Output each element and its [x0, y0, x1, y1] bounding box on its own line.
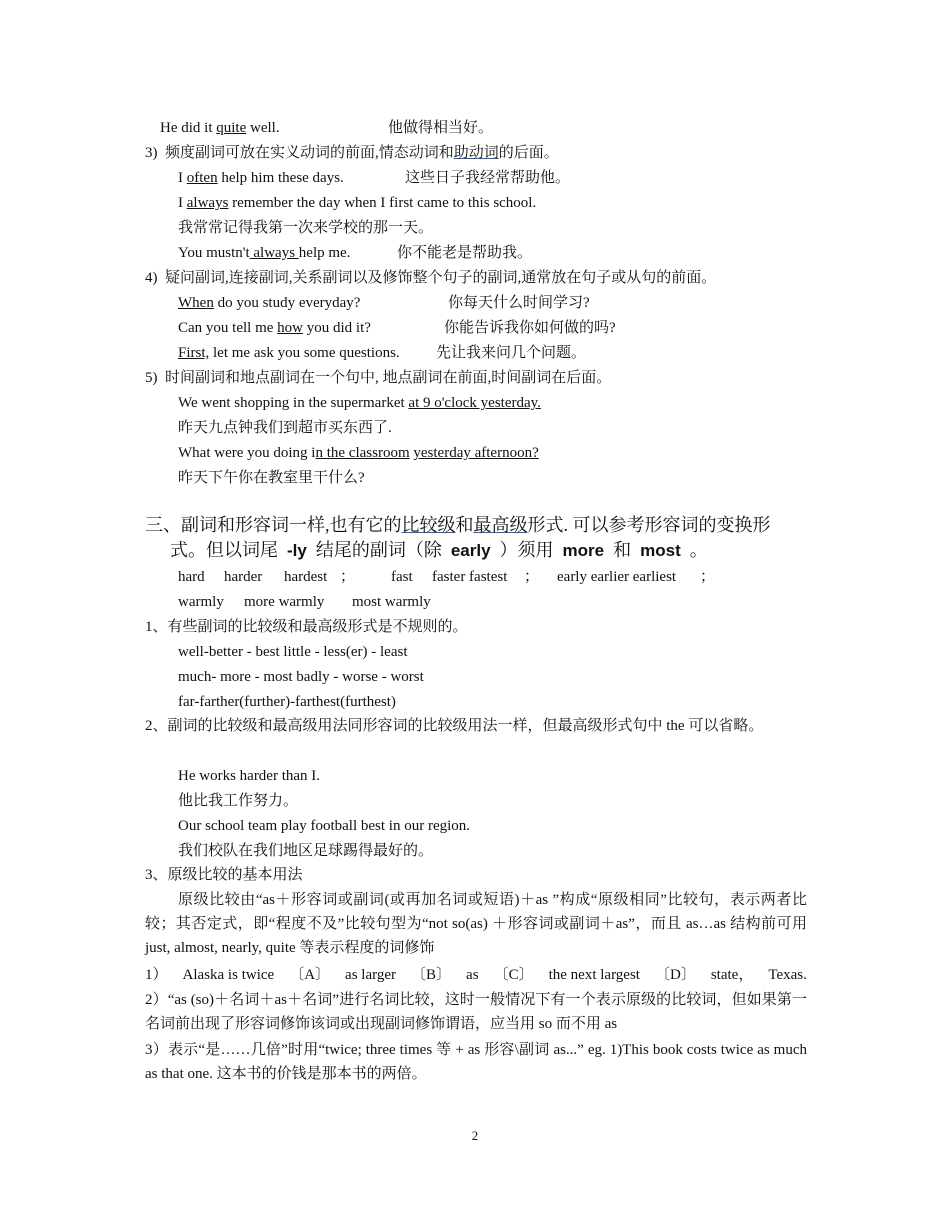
word-form-faster-fastest: faster fastest	[432, 569, 508, 585]
question-3: 3）表示“是……几倍”时用“twice; three times 等 + as 形容\副词 as...” eg. 1)This book costs twice as much as that one. 这本书的价钱是那本书的两倍。	[145, 1042, 807, 1082]
example-classroom: What were you doing in the classroom yesterday afternoon?	[178, 445, 539, 461]
section-3-heading-line2: 式。但以词尾 -ly 结尾的副词（除 early ）须用 more 和 most 。	[170, 540, 708, 560]
example-often: I often help him these days.	[178, 170, 344, 186]
word-form-early: early earlier earliest	[557, 569, 677, 585]
rule-comparative-usage: 2、副词的比较级和最高级用法同形容词的比较级用法一样，但最高级形式句中 the 可以省略。	[145, 718, 764, 734]
example-harder: He works harder than I.	[178, 768, 321, 784]
example-mustnt-translation: 你不能老是帮助我。	[397, 245, 533, 261]
example-often-translation: 这些日子我经常帮助他。	[405, 170, 571, 186]
section-3-heading-line1: 三、副词和形容词一样,也有它的比较级和最高级形式. 可以参考形容词的变换形	[145, 515, 771, 535]
example-mustnt: You mustn't always help me.	[178, 245, 351, 261]
example-always-translation: 我常常记得我第一次来学校的那一天。	[178, 220, 434, 236]
example-football: Our school team play football best in our region.	[178, 818, 471, 834]
irregular-line-1: well-better - best little - less(er) - least	[178, 644, 408, 660]
example-quite-translation: 他做得相当好。	[388, 120, 494, 136]
rule-irregular: 1、有些副词的比较级和最高级形式是不规则的。	[145, 619, 468, 635]
example-harder-translation: 他比我工作努力。	[178, 793, 299, 809]
rule-4: 4) 疑问副词,连接副词,关系副词以及修饰整个句子的副词,通常放在句子或从句的前面。	[145, 270, 717, 286]
rule-5: 5) 时间副词和地点副词在一个句中, 地点副词在前面,时间副词在后面。	[145, 370, 612, 386]
irregular-line-2: much- more - most badly - worse - worst	[178, 669, 424, 685]
separator: ；	[340, 569, 356, 585]
example-first: First, let me ask you some questions.	[178, 345, 400, 361]
word-form-fast: fast	[391, 569, 413, 585]
rule-3: 3) 频度副词可放在实义动词的前面,情态动词和助动词的后面。	[145, 145, 559, 161]
example-how: Can you tell me how you did it?	[178, 320, 371, 336]
underlined-auxiliary: 助动词	[453, 145, 499, 161]
word-form-most-warmly: most warmly	[352, 594, 431, 610]
word-form-hard: hard	[178, 569, 205, 585]
example-how-translation: 你能告诉我你如何做的吗?	[444, 320, 616, 336]
example-supermarket-translation: 昨天九点钟我们到超市买东西了.	[178, 420, 392, 436]
word-form-more-warmly: more warmly	[244, 594, 325, 610]
rule-positive-degree: 3、原级比较的基本用法	[145, 867, 303, 883]
word-form-harder: harder	[224, 569, 263, 585]
word-form-hardest: hardest	[284, 569, 328, 585]
page-number: 2	[471, 1128, 479, 1143]
word-form-warmly: warmly	[178, 594, 224, 610]
example-classroom-translation: 昨天下午你在教室里干什么?	[178, 470, 365, 486]
irregular-line-3: far-farther(further)-farthest(furthest)	[178, 694, 396, 710]
example-when-translation: 你每天什么时间学习?	[448, 295, 590, 311]
separator: ；	[700, 569, 716, 585]
example-always: I always remember the day when I first came to this school.	[178, 195, 537, 211]
question-1: 1） Alaska is twice 〔A〕 as larger 〔B〕 as 〔C〕 the next largest 〔D〕 state， Texas.	[145, 967, 807, 983]
example-first-translation: 先让我来问几个问题。	[436, 345, 587, 361]
separator: ；	[524, 569, 540, 585]
underlined-quite: quite	[216, 120, 247, 136]
example-supermarket: We went shopping in the supermarket at 9 o'clock yesterday.	[178, 395, 541, 411]
example-quite: He did it quite well.	[160, 120, 280, 136]
example-football-translation: 我们校队在我们地区足球踢得最好的。	[178, 843, 434, 859]
question-2: 2）“as (so)＋名词＋as＋名词”进行名词比较，这时一般情况下有一个表示原级的比较词，但如果第一名词前出现了形容词修饰该词或出现副词修饰谓语，应当用 so 而不用 as	[145, 992, 807, 1032]
example-when: When do you study everyday?	[178, 295, 361, 311]
positive-degree-paragraph: 原级比较由“as＋形容词或副词(或再加名词或短语)＋as ”构成“原级相同”比较句，表示两者比较；其否定式，即“程度不及”比较句型为“not so(as) ＋形容词或副词＋as”，而且 as…as 结构前可用 just, almost, nearly, quite 等表示程度的词修饰	[145, 892, 807, 956]
